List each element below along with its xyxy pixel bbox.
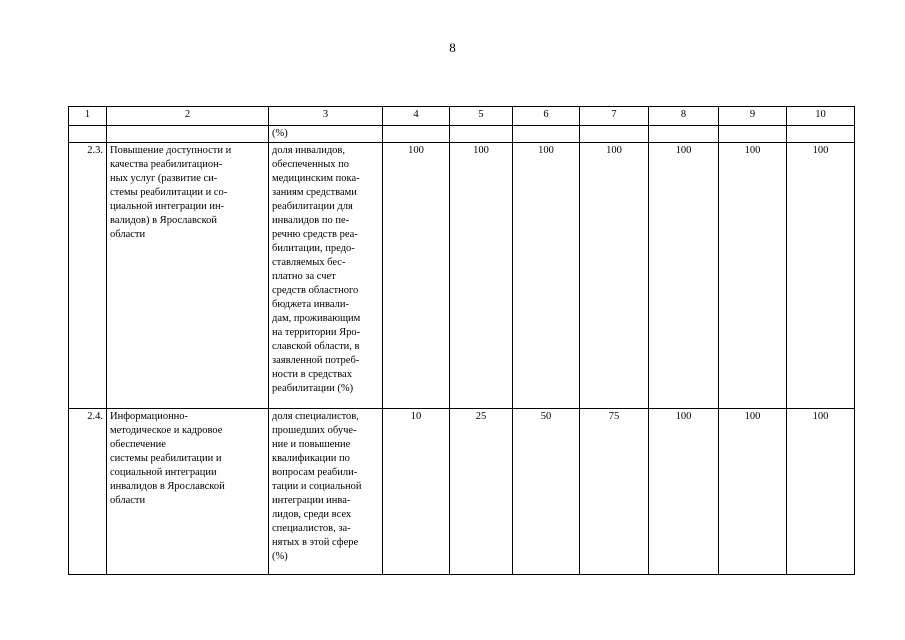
header-cell: 8: [649, 107, 719, 126]
task-cell: Информационно- методическое и кадровое обеспечение системы реабилитации и социальной интеграции инвалидов в Ярославской области: [107, 409, 269, 575]
value-cell: 25: [450, 409, 513, 575]
table-row: [69, 143, 855, 409]
value-cell: 100: [450, 143, 513, 409]
value-cell: 100: [787, 143, 855, 409]
value-cell: 100: [649, 409, 719, 575]
table-header-row: [69, 107, 855, 126]
header-cell: 1: [69, 107, 107, 126]
page-number: 8: [449, 40, 456, 55]
table-cell: [107, 126, 269, 143]
continued-indicator-cell: (%): [269, 126, 383, 143]
table-cell: [383, 126, 450, 143]
table-cell: [513, 126, 580, 143]
value-cell: 100: [383, 143, 450, 409]
value-cell: 10: [383, 409, 450, 575]
indicator-cell: доля инвалидов, обеспеченных по медицинским пока- заниям средствами реабилитации для инвалидов по пе- речню средств реа- билитации, предо- ставляемых бес- платно за счет средств областного бюджета инвали- дам, проживающим на территории Яро- славской области, в заявленной потреб- ности в средствах реабилитации (%): [269, 143, 383, 409]
table-cell: [580, 126, 649, 143]
header-cell: 6: [513, 107, 580, 126]
indicators-table: [68, 106, 855, 575]
table-cell: [450, 126, 513, 143]
header-cell: 4: [383, 107, 450, 126]
row-index: 2.3.: [69, 143, 107, 409]
task-cell: Повышение доступности и качества реабилитацион- ных услуг (развитие си- стемы реабилитации и со- циальной интеграции ин- валидов) в Ярославской области: [107, 143, 269, 409]
value-cell: 100: [719, 409, 787, 575]
header-cell: 7: [580, 107, 649, 126]
table-cell: [649, 126, 719, 143]
row-index: 2.4.: [69, 409, 107, 575]
header-cell: 9: [719, 107, 787, 126]
value-cell: 100: [649, 143, 719, 409]
value-cell: 100: [513, 143, 580, 409]
table-cell: [787, 126, 855, 143]
table-cell: [719, 126, 787, 143]
table-row: [69, 409, 855, 575]
continued-row: [69, 126, 855, 143]
header-cell: 5: [450, 107, 513, 126]
value-cell: 100: [787, 409, 855, 575]
value-cell: 100: [580, 143, 649, 409]
table-cell: [69, 126, 107, 143]
header-cell: 10: [787, 107, 855, 126]
header-cell: 2: [107, 107, 269, 126]
value-cell: 50: [513, 409, 580, 575]
header-cell: 3: [269, 107, 383, 126]
indicator-cell: доля специалистов, прошедших обуче- ние и повышение квалификации по вопросам реабили- тации и социальной интеграции инва- лидов, среди всех специалистов, за- нятых в этой сфере (%): [269, 409, 383, 575]
value-cell: 100: [719, 143, 787, 409]
value-cell: 75: [580, 409, 649, 575]
